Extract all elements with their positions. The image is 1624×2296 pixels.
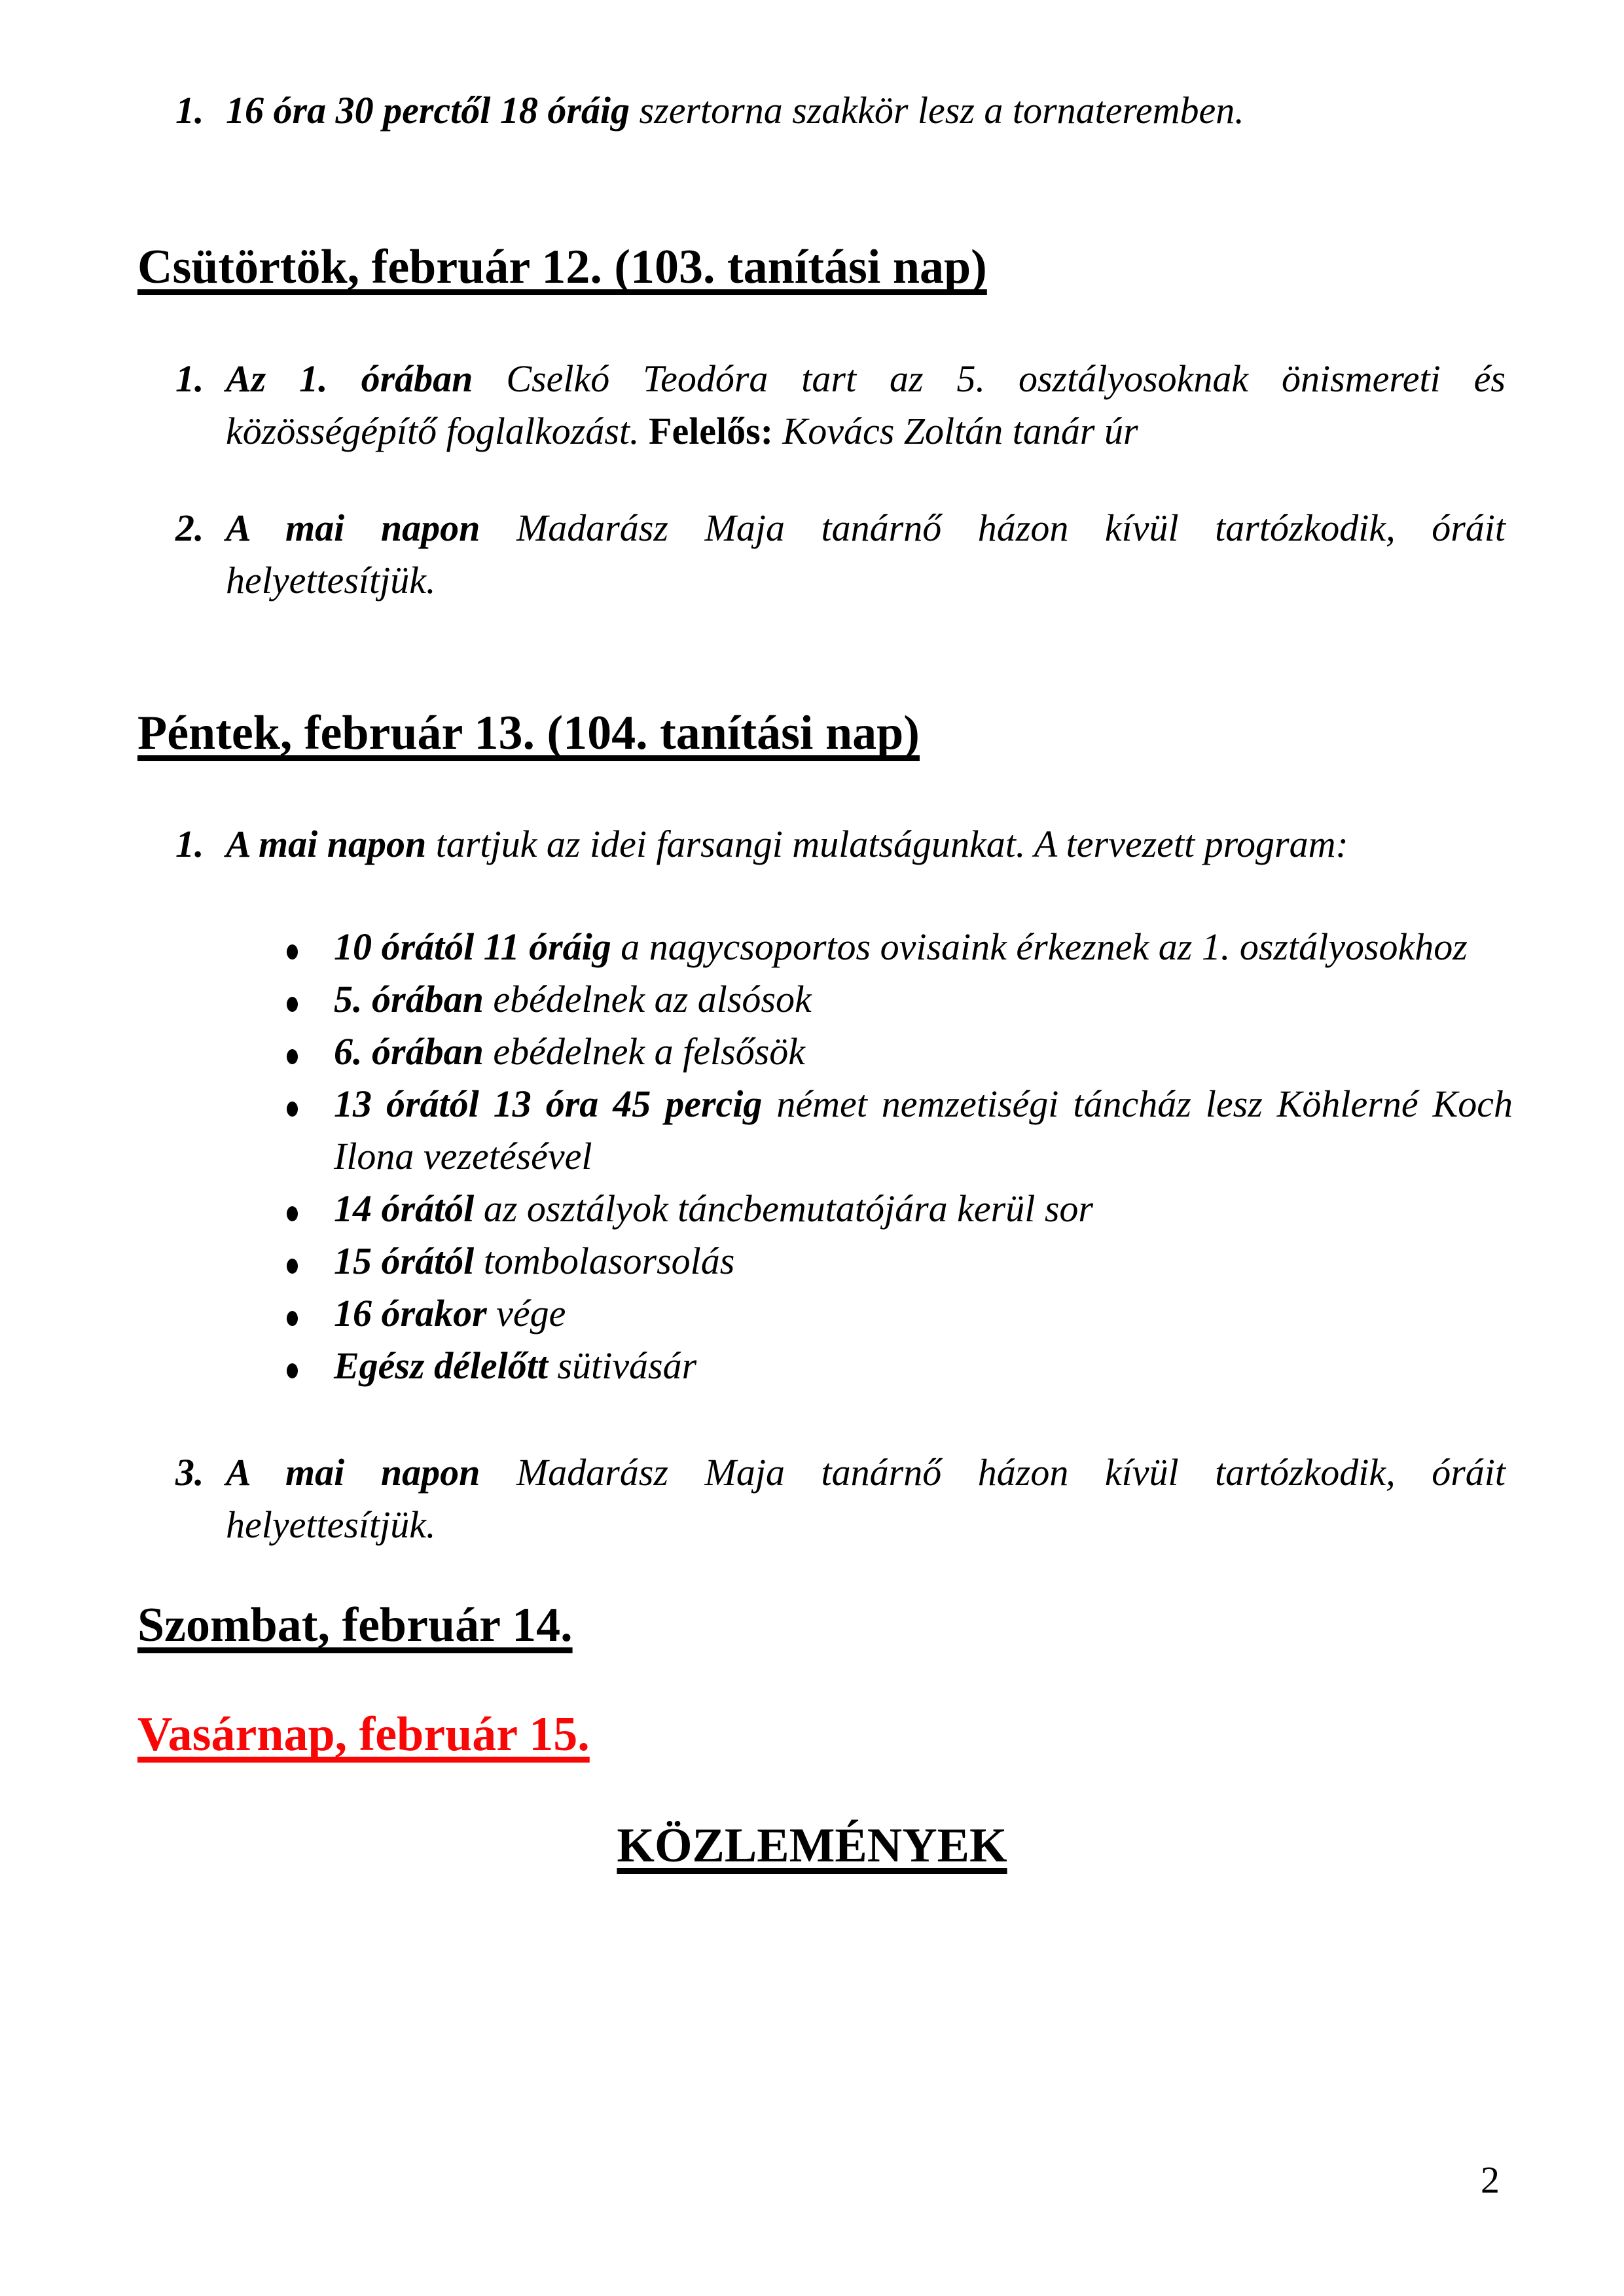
- responsible-label: Felelős:: [649, 410, 774, 452]
- paragraph-text: a nagycsoportos ovisaink érkeznek az 1. osztályosokhoz: [611, 925, 1468, 968]
- item-number: 1.: [175, 357, 204, 400]
- time-range: 16 óra 30 perctől 18 óráig: [226, 89, 630, 132]
- paragraph-line: [334, 1287, 1513, 1340]
- heading-text: Szombat, február 14.: [137, 1598, 573, 1652]
- bullet-icon: [287, 1363, 298, 1378]
- list-item: [175, 353, 1506, 457]
- bullet-icon: [287, 1102, 298, 1117]
- list-item: [285, 1026, 1513, 1078]
- paragraph-text: Cselkó Teodóra tart az 5. osztályosoknak önismereti és: [473, 357, 1506, 400]
- paragraph-text: tombolasorsolás: [474, 1240, 735, 1282]
- section-heading-sunday: [137, 1708, 590, 1761]
- list-item: [175, 84, 1506, 137]
- section-heading-thursday: [137, 241, 987, 293]
- heading-text: Péntek, február 13. (104. tanítási nap): [137, 706, 920, 760]
- paragraph-text: vége: [486, 1292, 566, 1335]
- item-number: 1.: [175, 89, 204, 132]
- paragraph-text: Madarász Maja tanárnő házon kívül tartózkodik, óráit: [480, 507, 1506, 549]
- time-range: 16 órakor: [334, 1292, 487, 1335]
- section-heading-saturday: [137, 1599, 573, 1651]
- paragraph-line: [226, 405, 1506, 457]
- paragraph-line: [334, 1183, 1513, 1235]
- emphasis: A mai napon: [226, 823, 427, 865]
- time-range: 6. órában: [334, 1030, 484, 1073]
- list-item: [285, 1078, 1513, 1183]
- time-range: Az 1. órában: [226, 357, 473, 400]
- time-range: Egész délelőtt: [334, 1344, 549, 1387]
- paragraph-line: [226, 818, 1506, 870]
- emphasis: A mai napon: [226, 507, 480, 549]
- list-item: [175, 1446, 1506, 1551]
- paragraph-line: [334, 1235, 1513, 1287]
- time-range: 15 órától: [334, 1240, 475, 1282]
- list-item: [175, 818, 1506, 870]
- list-item: [285, 973, 1513, 1026]
- emphasis: A mai napon: [226, 1451, 480, 1494]
- bullet-icon: [287, 997, 298, 1012]
- bullet-icon: [287, 1259, 298, 1274]
- bullet-icon: [287, 1049, 298, 1064]
- paragraph-line: [226, 353, 1506, 405]
- item-number: 2.: [175, 507, 204, 549]
- paragraph-line: [334, 921, 1513, 973]
- list-item: [285, 1183, 1513, 1235]
- item-number: 3.: [175, 1451, 204, 1494]
- list-item: [285, 1287, 1513, 1340]
- list-item: [285, 1340, 1513, 1392]
- paragraph-line: helyettesítjük.: [226, 1503, 436, 1546]
- time-range: 10 órától 11 óráig: [334, 925, 611, 968]
- paragraph-text: ebédelnek az alsósok: [483, 978, 812, 1020]
- time-range: 14 órától: [334, 1187, 475, 1230]
- bullet-icon: [287, 1311, 298, 1326]
- paragraph-line: [334, 1078, 1513, 1130]
- announcements-heading: [0, 1820, 1624, 1872]
- heading-text: Vasárnap, február 15.: [137, 1708, 590, 1761]
- bullet-icon: [287, 944, 298, 960]
- paragraph-text: német nemzetiségi táncház lesz Köhlerné Koch: [762, 1083, 1513, 1125]
- time-range: 5. órában: [334, 978, 484, 1020]
- paragraph-line: Ilona vezetésével: [334, 1135, 592, 1177]
- section-heading-friday: [137, 707, 920, 759]
- paragraph-text: ebédelnek a felsősök: [483, 1030, 806, 1073]
- paragraph-line: [226, 84, 1506, 137]
- page-number: 2: [1481, 2159, 1500, 2201]
- paragraph-text: az osztályok táncbemutatójára kerül sor: [474, 1187, 1093, 1230]
- paragraph-text: Madarász Maja tanárnő házon kívül tartózkodik, óráit: [480, 1451, 1506, 1494]
- paragraph-text: tartjuk az idei farsangi mulatságunkat. A tervezett program:: [426, 823, 1348, 865]
- paragraph-line: [226, 502, 1506, 554]
- paragraph-text: szertorna szakkör lesz a tornateremben.: [630, 89, 1244, 132]
- program-list: [285, 921, 1513, 1392]
- bullet-icon: [287, 1206, 298, 1221]
- paragraph-text: Kovács Zoltán tanár úr: [773, 410, 1138, 452]
- paragraph-line: [334, 1026, 1513, 1078]
- paragraph-line: [334, 973, 1513, 1026]
- list-item: [175, 502, 1506, 607]
- heading-text: Csütörtök, február 12. (103. tanítási nap): [137, 240, 987, 294]
- time-range: 13 órától 13 óra 45 percig: [334, 1083, 763, 1125]
- paragraph-line: [334, 1340, 1513, 1392]
- item-number: 1.: [175, 823, 204, 865]
- paragraph-text: sütivásár: [548, 1344, 697, 1387]
- paragraph-line: [226, 1446, 1506, 1499]
- list-item: [285, 921, 1513, 973]
- paragraph-text: közösségépítő foglalkozást.: [226, 410, 649, 452]
- list-item: [285, 1235, 1513, 1287]
- paragraph-line: helyettesítjük.: [226, 559, 436, 601]
- heading-text: KÖZLEMÉNYEK: [617, 1819, 1007, 1873]
